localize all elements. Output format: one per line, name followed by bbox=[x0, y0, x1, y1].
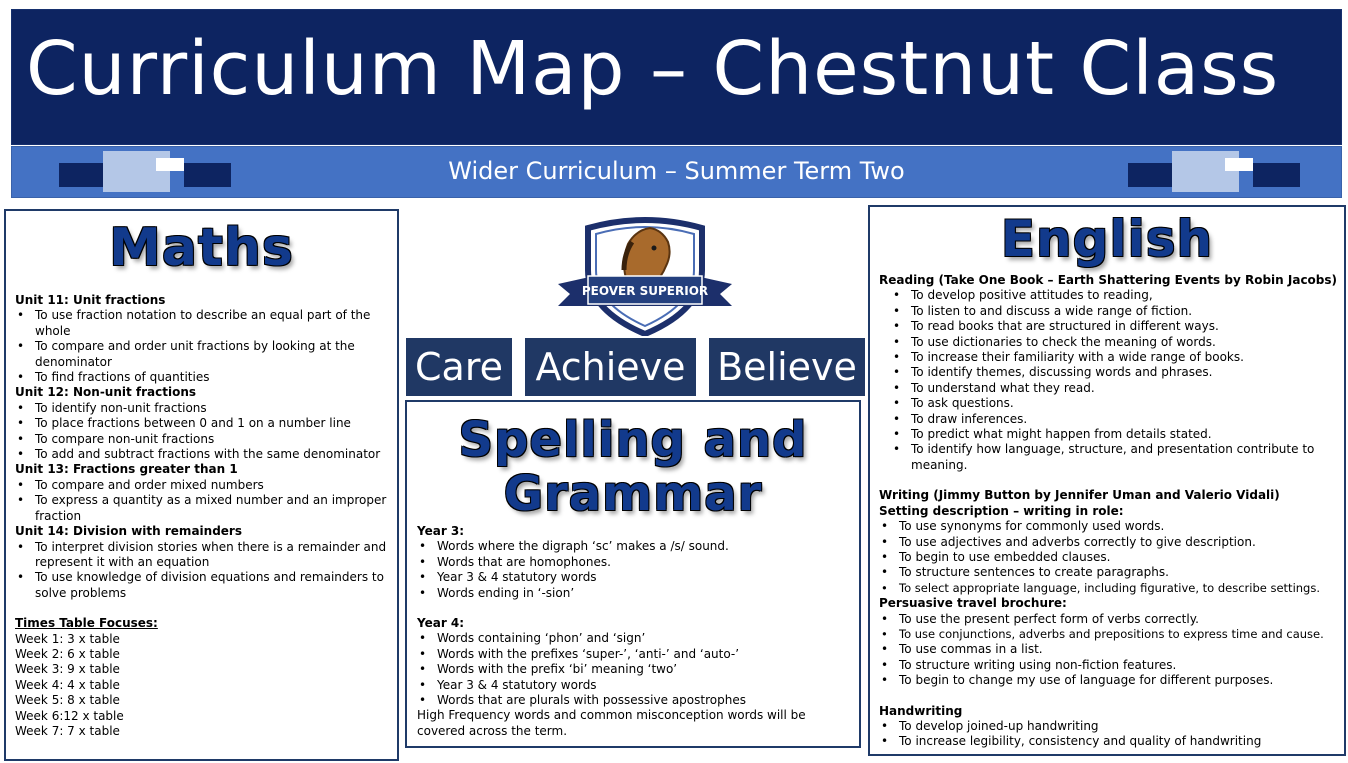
maths-unit-11-heading: Unit 11: Unit fractions bbox=[15, 293, 166, 307]
page-subtitle: Wider Curriculum – Summer Term Two bbox=[448, 157, 905, 185]
year4-list bbox=[417, 631, 853, 708]
list-item: • To express a quantity as a mixed number and an improper fraction bbox=[15, 493, 390, 524]
list-item: • To predict what might happen from details stated. bbox=[891, 427, 1341, 442]
times-table-heading: Times Table Focuses: bbox=[15, 616, 158, 631]
writing-heading: Writing (Jimmy Button by Jennifer Uman and Valerio Vidali) bbox=[879, 488, 1280, 503]
spelling-title-line2: Grammar bbox=[503, 466, 763, 522]
spelling-panel bbox=[405, 400, 861, 748]
list-item: • To use conjunctions, adverbs and prepositions to express time and cause. bbox=[879, 627, 1341, 642]
decor-block-left-3 bbox=[156, 158, 184, 171]
list-item: • To increase their familiarity with a wide range of books. bbox=[891, 350, 1341, 365]
decor-block-right-3 bbox=[1225, 158, 1253, 171]
spelling-title-line1: Spelling and bbox=[458, 412, 808, 468]
list-item: • To draw inferences. bbox=[891, 412, 1341, 427]
list-item: • To identify themes, discussing words and phrases. bbox=[891, 365, 1341, 380]
list-item: • To structure writing using non-fiction features. bbox=[879, 658, 1341, 673]
maths-unit-14-list bbox=[15, 540, 390, 602]
handwriting-heading: Handwriting bbox=[879, 703, 963, 718]
reading-heading: Reading (Take One Book – Earth Shattering Events by Robin Jacobs) bbox=[879, 273, 1338, 287]
list-item: • To structure sentences to create paragraphs. bbox=[879, 565, 1341, 580]
list-item: • To place fractions between 0 and 1 on a number line bbox=[15, 416, 390, 431]
list-item: • Words where the digraph ‘sc’ makes a /s/ sound. bbox=[417, 539, 853, 554]
list-item: • To develop joined-up handwriting bbox=[879, 719, 1341, 734]
persuasive-list bbox=[879, 612, 1341, 689]
list-item: • Words that are plurals with possessive apostrophes bbox=[417, 693, 853, 708]
list-item: • To increase legibility, consistency and quality of handwriting bbox=[879, 734, 1341, 749]
maths-content bbox=[15, 293, 390, 739]
decor-block-left-4 bbox=[184, 163, 231, 187]
times-table-week: Week 6:12 x table bbox=[15, 708, 124, 723]
maths-title: Maths bbox=[109, 218, 294, 278]
spelling-note: High Frequency words and common misconception words will be covered across the term. bbox=[417, 708, 806, 738]
decor-block-left-1 bbox=[59, 163, 103, 187]
list-item: • Year 3 & 4 statutory words bbox=[417, 570, 853, 585]
year3-heading: Year 3: bbox=[417, 524, 465, 538]
list-item: • Words ending in ‘-sion’ bbox=[417, 586, 853, 601]
times-table-week: Week 7: 7 x table bbox=[15, 723, 120, 738]
value-achieve: Achieve bbox=[525, 338, 696, 396]
list-item: • Year 3 & 4 statutory words bbox=[417, 678, 853, 693]
value-care: Care bbox=[406, 338, 512, 396]
list-item: • To identify non-unit fractions bbox=[15, 401, 390, 416]
handwriting-list bbox=[879, 719, 1341, 750]
times-table-week: Week 3: 9 x table bbox=[15, 662, 120, 677]
header-banner bbox=[11, 9, 1342, 145]
setting-list bbox=[879, 519, 1341, 596]
list-item: • To identify how language, structure, and presentation contribute to meaning. bbox=[891, 442, 1341, 473]
list-item: • To use commas in a list. bbox=[879, 642, 1341, 657]
list-item: • Words with the prefixes ‘super-’, ‘anti-’ and ‘auto-’ bbox=[417, 647, 853, 662]
list-item: • Words that are homophones. bbox=[417, 555, 853, 570]
maths-unit-11-list bbox=[15, 308, 390, 385]
times-table-week: Week 1: 3 x table bbox=[15, 631, 120, 646]
list-item: • To compare non-unit fractions bbox=[15, 432, 390, 447]
list-item: • Words containing ‘phon’ and ‘sign’ bbox=[417, 631, 853, 646]
reading-list bbox=[879, 288, 1341, 473]
logo-banner-text: PEOVER SUPERIOR bbox=[581, 284, 709, 298]
times-table-week: Week 2: 6 x table bbox=[15, 646, 120, 661]
list-item: • To use dictionaries to check the meaning of words. bbox=[891, 335, 1341, 350]
list-item: • To understand what they read. bbox=[891, 381, 1341, 396]
decor-block-right-1 bbox=[1128, 163, 1172, 187]
maths-unit-13-list bbox=[15, 478, 390, 524]
list-item: • To interpret division stories when there is a remainder and represent it with an equation bbox=[15, 540, 390, 571]
horse-shield-icon bbox=[558, 214, 732, 336]
list-item: • To select appropriate language, including figurative, to describe settings. bbox=[879, 581, 1341, 596]
year3-list bbox=[417, 539, 853, 601]
page-title: Curriculum Map – Chestnut Class bbox=[26, 26, 1280, 112]
school-logo bbox=[558, 214, 732, 336]
decor-block-right-4 bbox=[1253, 163, 1300, 187]
list-item: • Words with the prefix ‘bi’ meaning ‘two’ bbox=[417, 662, 853, 677]
maths-unit-12-list bbox=[15, 401, 390, 463]
list-item: • To use knowledge of division equations and remainders to solve problems bbox=[15, 570, 390, 601]
list-item: • To use the present perfect form of verbs correctly. bbox=[879, 612, 1341, 627]
list-item: • To compare and order unit fractions by looking at the denominator bbox=[15, 339, 390, 370]
times-table-week: Week 5: 8 x table bbox=[15, 693, 120, 708]
year4-heading: Year 4: bbox=[417, 616, 465, 631]
english-title: English bbox=[1000, 210, 1214, 268]
times-table-week: Week 4: 4 x table bbox=[15, 677, 120, 692]
list-item: • To ask questions. bbox=[891, 396, 1341, 411]
list-item: • To use adjectives and adverbs correctly to give description. bbox=[879, 535, 1341, 550]
spelling-content bbox=[417, 524, 853, 739]
english-content bbox=[879, 273, 1341, 750]
list-item: • To read books that are structured in different ways. bbox=[891, 319, 1341, 334]
english-panel bbox=[868, 205, 1346, 756]
list-item: • To begin to use embedded clauses. bbox=[879, 550, 1341, 565]
list-item: • To use synonyms for commonly used words. bbox=[879, 519, 1341, 534]
list-item: • To find fractions of quantities bbox=[15, 370, 390, 385]
maths-unit-13-heading: Unit 13: Fractions greater than 1 bbox=[15, 462, 238, 477]
value-believe: Believe bbox=[709, 338, 865, 396]
list-item: • To compare and order mixed numbers bbox=[15, 478, 390, 493]
maths-unit-12-heading: Unit 12: Non-unit fractions bbox=[15, 385, 197, 400]
list-item: • To use fraction notation to describe an equal part of the whole bbox=[15, 308, 390, 339]
setting-heading: Setting description – writing in role: bbox=[879, 503, 1124, 518]
persuasive-heading: Persuasive travel brochure: bbox=[879, 596, 1067, 611]
list-item: • To add and subtract fractions with the same denominator bbox=[15, 447, 390, 462]
maths-panel bbox=[4, 209, 399, 761]
list-item: • To develop positive attitudes to reading, bbox=[891, 288, 1341, 303]
list-item: • To begin to change my use of language for different purposes. bbox=[879, 673, 1341, 688]
maths-unit-14-heading: Unit 14: Division with remainders bbox=[15, 524, 242, 539]
list-item: • To listen to and discuss a wide range of fiction. bbox=[891, 304, 1341, 319]
